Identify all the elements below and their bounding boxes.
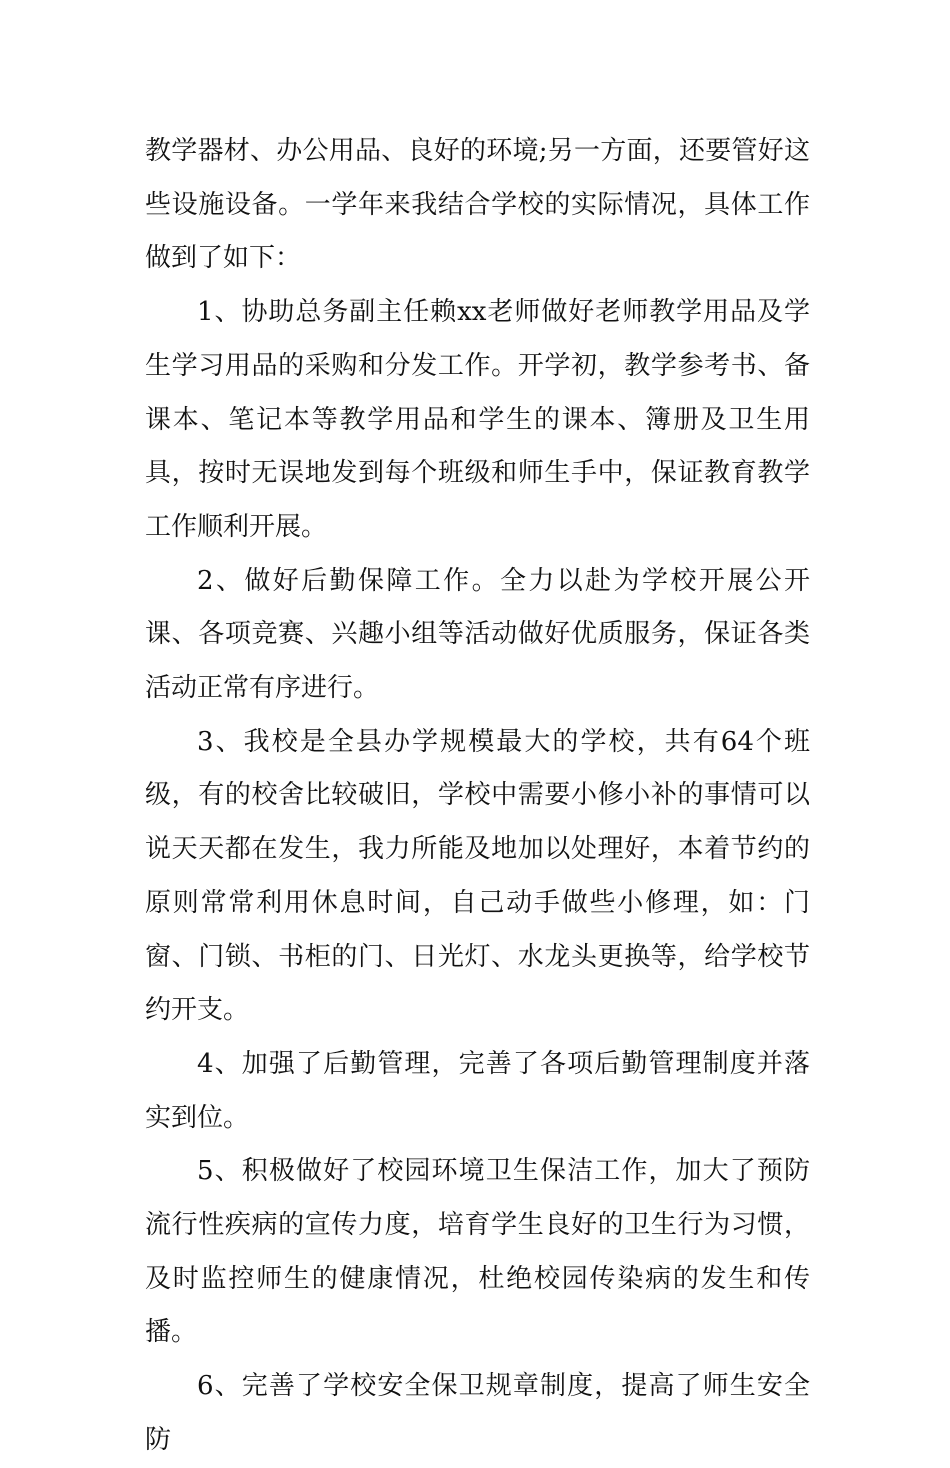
paragraph-item-2: 2、做好后勤保障工作。全力以赴为学校开展公开课、各项竞赛、兴趣小组等活动做好优质服务，保证各类活动正常有序进行。 xyxy=(145,565,810,704)
paragraph-item-6: 6、完善了学校安全保卫规章制度，提高了师生安全防 xyxy=(145,1371,810,1455)
paragraph-item-4: 4、加强了后勤管理，完善了各项后勤管理制度并落实到位。 xyxy=(145,1048,810,1133)
document-body xyxy=(145,125,810,1468)
paragraph-intro: 教学器材、办公用品、良好的环境;另一方面，还要管好这些设施设备。一学年来我结合学校的实际情况，具体工作做到了如下： xyxy=(145,136,810,274)
paragraph-item-1: 1、协助总务副主任赖xx老师做好老师教学用品及学生学习用品的采购和分发工作。开学初，教学参考书、备课本、笔记本等教学用品和学生的课本、簿册及卫生用具，按时无误地发到每个班级和师生手中，保证教育教学工作顺利开展。 xyxy=(145,297,810,542)
paragraph-item-5: 5、积极做好了校园环境卫生保洁工作，加大了预防流行性疾病的宣传力度，培育学生良好的卫生行为习惯，及时监控师生的健康情况，杜绝校园传染病的发生和传播。 xyxy=(145,1156,810,1348)
paragraph-item-3: 3、我校是全县办学规模最大的学校，共有64个班级，有的校舍比较破旧，学校中需要小修小补的事情可以说天天都在发生，我力所能及地加以处理好，本着节约的原则常常利用休息时间，自己动手做些小修理，如：门窗、门锁、书柜的门、日光灯、水龙头更换等，给学校节约开支。 xyxy=(145,726,810,1026)
